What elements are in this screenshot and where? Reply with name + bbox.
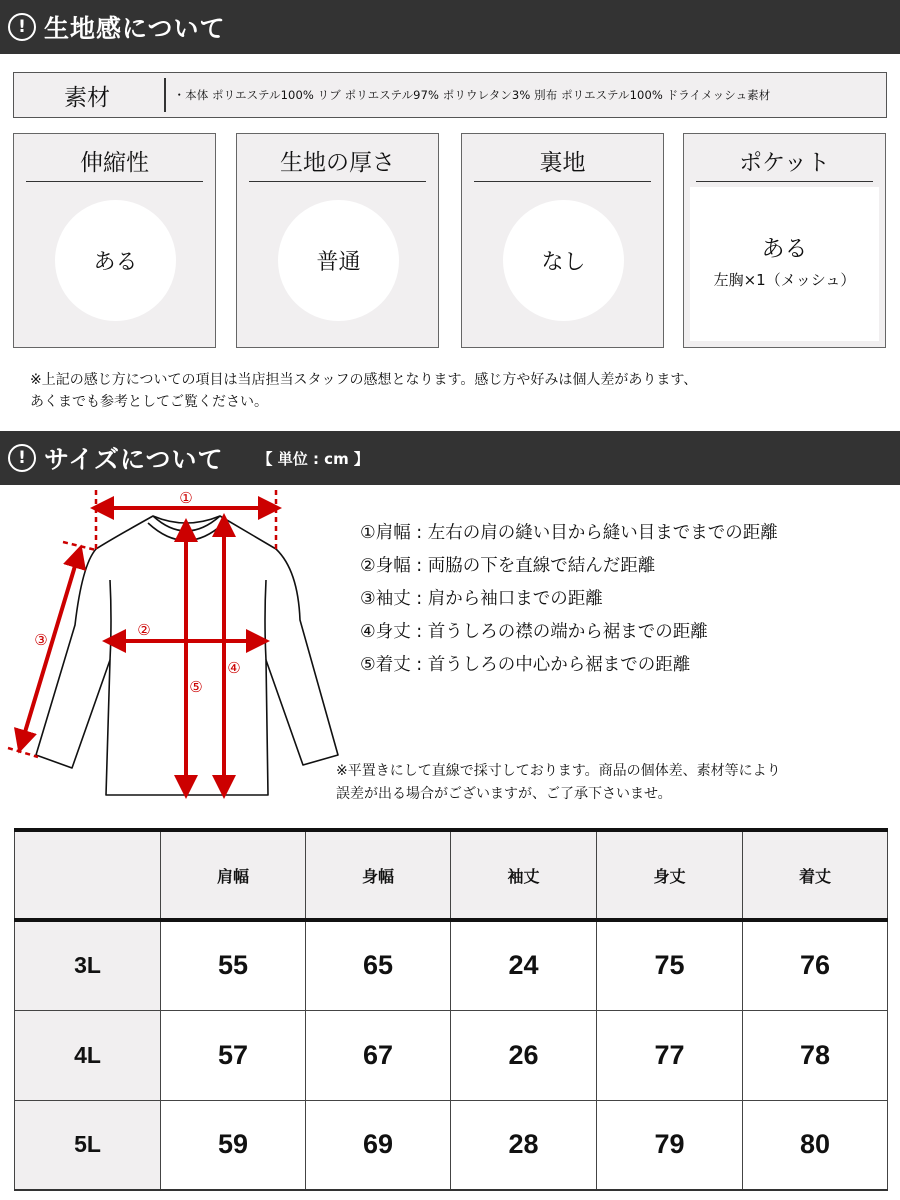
fabric-section-header	[0, 0, 900, 54]
diagram-label-5: ⑤	[189, 678, 203, 696]
table-cell: 59	[161, 1100, 306, 1190]
table-cell: 75	[597, 920, 743, 1010]
header-cell: 身幅	[306, 830, 451, 920]
legend-item-body-width: ②身幅 : 両脇の下を直線で結んだ距離	[360, 556, 656, 576]
table-cell: 65	[306, 920, 451, 1010]
size-label: 5L	[15, 1100, 161, 1190]
feature-title: 裏地	[474, 146, 651, 182]
table-cell: 55	[161, 920, 306, 1010]
fabric-note-line1: ※上記の感じ方についての項目は当店担当スタッフの感想となります。感じ方や好みは個人差があります、	[30, 372, 698, 388]
size-label: 4L	[15, 1010, 161, 1100]
feature-value: なし	[503, 200, 624, 321]
table-row	[15, 920, 888, 1010]
fabric-section-title: 生地感について	[44, 14, 226, 43]
feature-title: 伸縮性	[26, 146, 203, 182]
table-cell: 67	[306, 1010, 451, 1100]
legend-item-total-length: ⑤着丈 : 首うしろの中心から裾までの距離	[360, 655, 691, 675]
table-header-row	[15, 830, 888, 920]
feature-value: 普通	[278, 200, 399, 321]
material-value: ・本体 ポリエステル100% リブ ポリエステル97% ポリウレタン3% 別布 ポリエステル100% ドライメッシュ素材	[173, 88, 771, 102]
header-cell: 袖丈	[451, 830, 597, 920]
measurement-note	[336, 760, 781, 806]
feature-stretch	[13, 133, 216, 348]
alert-circle-icon: !	[8, 13, 36, 41]
legend-item-shoulder: ①肩幅 : 左右の肩の縫い目から縫い目までまでの距離	[360, 523, 778, 543]
table-row	[15, 1010, 888, 1100]
size-table	[14, 828, 888, 1191]
header-cell-empty	[15, 830, 161, 920]
material-label: 素材	[64, 84, 110, 111]
feature-title: 生地の厚さ	[249, 146, 426, 182]
table-cell: 69	[306, 1100, 451, 1190]
diagram-label-4: ④	[227, 659, 241, 677]
table-cell: 26	[451, 1010, 597, 1100]
measurement-note-line1: ※平置きにして直線で採寸しております。商品の個体差、素材等により	[336, 763, 781, 779]
size-section-title: サイズについて	[44, 445, 224, 474]
feature-pocket	[683, 133, 886, 348]
table-cell: 78	[743, 1010, 888, 1100]
table-cell: 76	[743, 920, 888, 1010]
garment-measurement-diagram	[0, 485, 345, 805]
feature-value: ある	[761, 236, 808, 262]
feature-detail: 左胸×1（メッシュ）	[713, 271, 856, 289]
table-cell: 79	[597, 1100, 743, 1190]
unit-label: 【 単位 : cm 】	[257, 449, 369, 468]
diagram-label-2: ②	[137, 621, 151, 639]
size-section-header	[0, 431, 900, 485]
table-cell: 77	[597, 1010, 743, 1100]
measurement-note-line2: 誤差が出る場合がございますが、ご了承下さいませ。	[336, 786, 672, 802]
feature-panel	[690, 187, 879, 341]
fabric-note-line2: あくまでも参考としてご覧ください。	[30, 394, 268, 410]
shirt-illustration	[0, 485, 345, 805]
diagram-label-3: ③	[34, 631, 48, 649]
alert-circle-icon: !	[8, 444, 36, 472]
feature-title: ポケット	[696, 146, 873, 182]
table-cell: 28	[451, 1100, 597, 1190]
header-cell: 身丈	[597, 830, 743, 920]
legend-item-sleeve: ③袖丈 : 肩から袖口までの距離	[360, 589, 603, 609]
table-row	[15, 1100, 888, 1190]
feature-lining	[461, 133, 664, 348]
table-cell: 24	[451, 920, 597, 1010]
diagram-label-1: ①	[179, 489, 193, 507]
header-cell: 肩幅	[161, 830, 306, 920]
feature-value: ある	[55, 200, 176, 321]
feature-thickness	[236, 133, 439, 348]
table-cell: 80	[743, 1100, 888, 1190]
measurement-legend	[360, 517, 778, 682]
header-cell: 着丈	[743, 830, 888, 920]
material-row	[13, 72, 887, 118]
legend-item-body-length: ④身丈 : 首うしろの襟の端から裾までの距離	[360, 622, 708, 642]
table-cell: 57	[161, 1010, 306, 1100]
size-label: 3L	[15, 920, 161, 1010]
fabric-note	[30, 369, 697, 413]
